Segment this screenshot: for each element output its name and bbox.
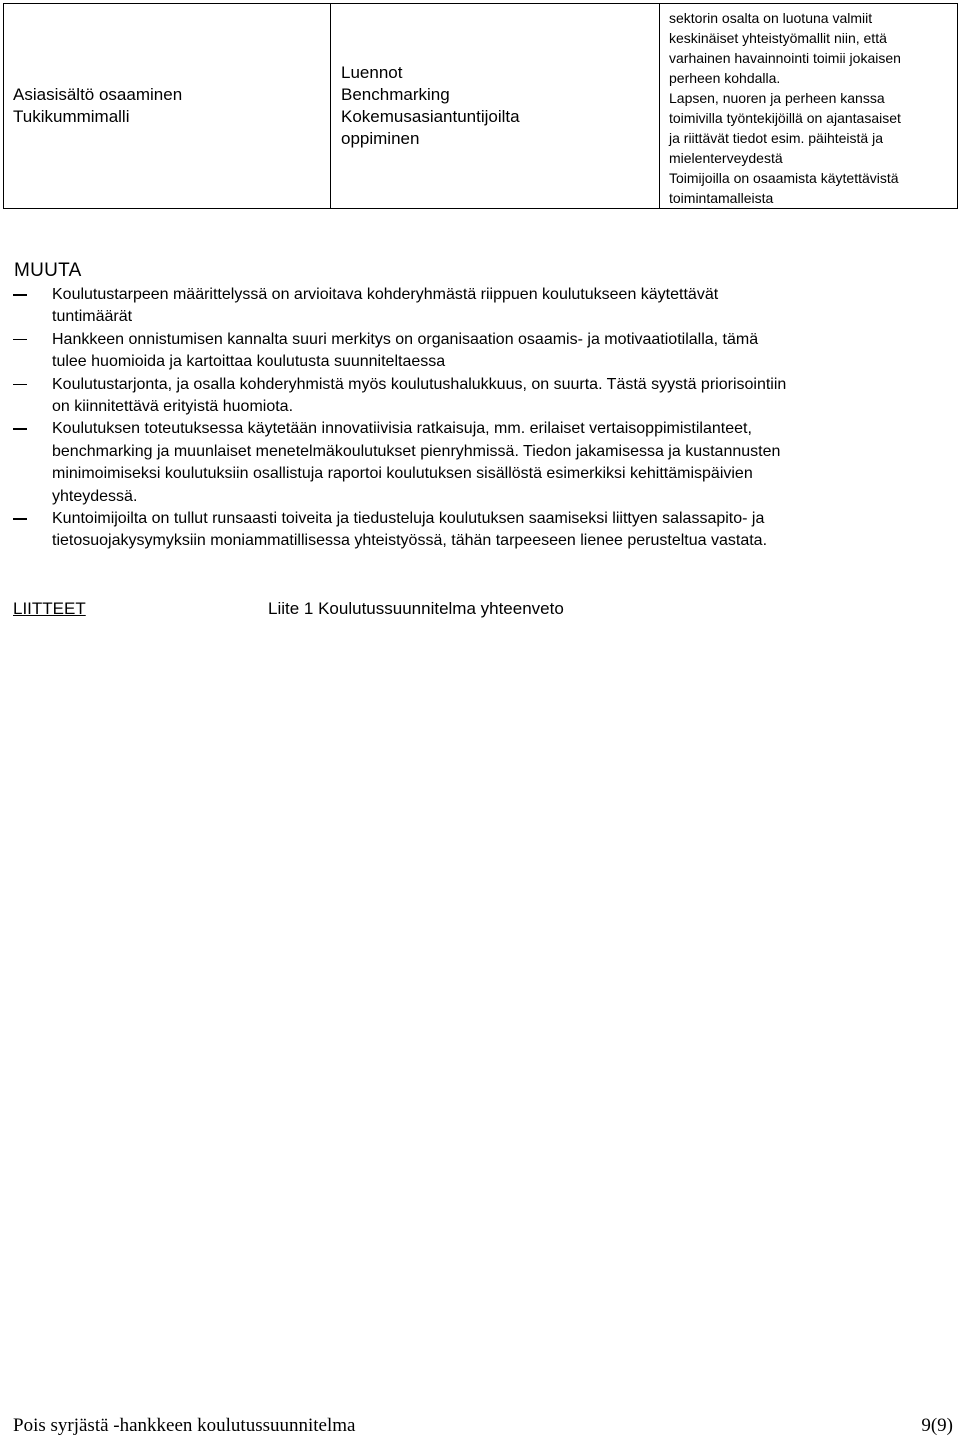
list-item-line: benchmarking ja muunlaiset menetelmäkoulutukset pienryhmissä. Tiedon jakamisessa ja kustannusten: [52, 442, 781, 460]
cell-line: Asiasisältö osaaminen: [13, 85, 183, 104]
cell-line: varhainen havainnointi toimii jokaisen: [669, 50, 901, 66]
list-item-line: Kuntoimijoilta on tullut runsaasti toiveita ja tiedusteluja koulutuksen saamiseksi liittyen salassapito- ja: [52, 510, 765, 528]
attachments-heading: LIITTEET: [13, 599, 86, 618]
cell-line: perheen kohdalla.: [669, 70, 781, 86]
footer-document-title: Pois syrjästä -hankkeen koulutussuunnitelma: [13, 1415, 356, 1436]
dash-bullet-icon: [13, 428, 27, 430]
cell-line: sektorin osalta on luotuna valmiit: [669, 10, 873, 26]
dash-bullet-icon: [13, 294, 27, 296]
cell-line: mielenterveydestä: [669, 150, 783, 166]
content-table: [3, 3, 958, 209]
cell-line: ja riittävät tiedot esim. päihteistä ja: [669, 130, 883, 146]
list-item-line: tulee huomioida ja kartoittaa koulutusta suunniteltaessa: [52, 353, 446, 371]
muuta-list: [0, 284, 960, 553]
list-item-line: Koulutuksen toteutuksessa käytetään innovatiivisia ratkaisuja, mm. erilaiset vertaisoppimistilanteet,: [52, 420, 752, 438]
list-item: [0, 374, 960, 419]
dash-bullet-icon: [13, 384, 27, 386]
cell-line: Toimijoilla on osaamista käytettävistä: [669, 170, 899, 186]
list-item-line: tuntimäärät: [52, 308, 133, 326]
list-item: [0, 329, 960, 374]
cell-line: Kokemusasiantuntijoilta: [341, 107, 520, 126]
list-item-line: minimoimiseksi koulutuksiin osallistuja raportoi koulutuksen sisällöstä esimerkiksi kehittämispäivien: [52, 465, 753, 483]
cell-line: toimintamalleista: [669, 190, 774, 206]
list-item-line: Koulutustarjonta, ja osalla kohderyhmistä myös koulutushalukkuus, on suurta. Tästä syystä priorisointiin: [52, 375, 787, 393]
attachment-item: Liite 1 Koulutussuunnitelma yhteenveto: [268, 599, 564, 618]
dash-bullet-icon: [13, 518, 27, 520]
list-item-line: tietosuojakysymyksiin moniammatillisessa yhteistyössä, tähän tarpeeseen lienee perusteltua vastata.: [52, 532, 768, 550]
footer-page-number: 9(9): [921, 1415, 953, 1436]
list-item-line: Hankkeen onnistumisen kannalta suuri merkitys on organisaation osaamis- ja motivaatiotilalla, tämä: [52, 330, 759, 348]
list-item: [0, 508, 960, 553]
list-item: [0, 418, 960, 508]
table-row: [4, 4, 958, 209]
dash-bullet-icon: [13, 339, 27, 341]
table-cell-methods: [331, 4, 660, 209]
list-item: [0, 284, 960, 329]
cell-line: oppiminen: [341, 129, 420, 148]
table-cell-content: [4, 4, 331, 209]
table-cell-goals: [660, 4, 958, 209]
list-item-line: on kiinnitettävä erityistä huomiota.: [52, 398, 294, 416]
cell-line: Lapsen, nuoren ja perheen kanssa: [669, 90, 885, 106]
list-item-line: yhteydessä.: [52, 487, 138, 505]
cell-line: toimivilla työntekijöillä on ajantasaiset: [669, 110, 901, 126]
cell-line: Benchmarking: [341, 85, 450, 104]
cell-line: keskinäiset yhteistyömallit niin, että: [669, 30, 887, 46]
cell-line: Tukikummimalli: [13, 107, 130, 126]
list-item-line: Koulutustarpeen määrittelyssä on arvioitava kohderyhmästä riippuen koulutukseen käytettävät: [52, 286, 719, 303]
section-heading-muuta: MUUTA: [14, 260, 82, 281]
cell-line: Luennot: [341, 63, 403, 82]
